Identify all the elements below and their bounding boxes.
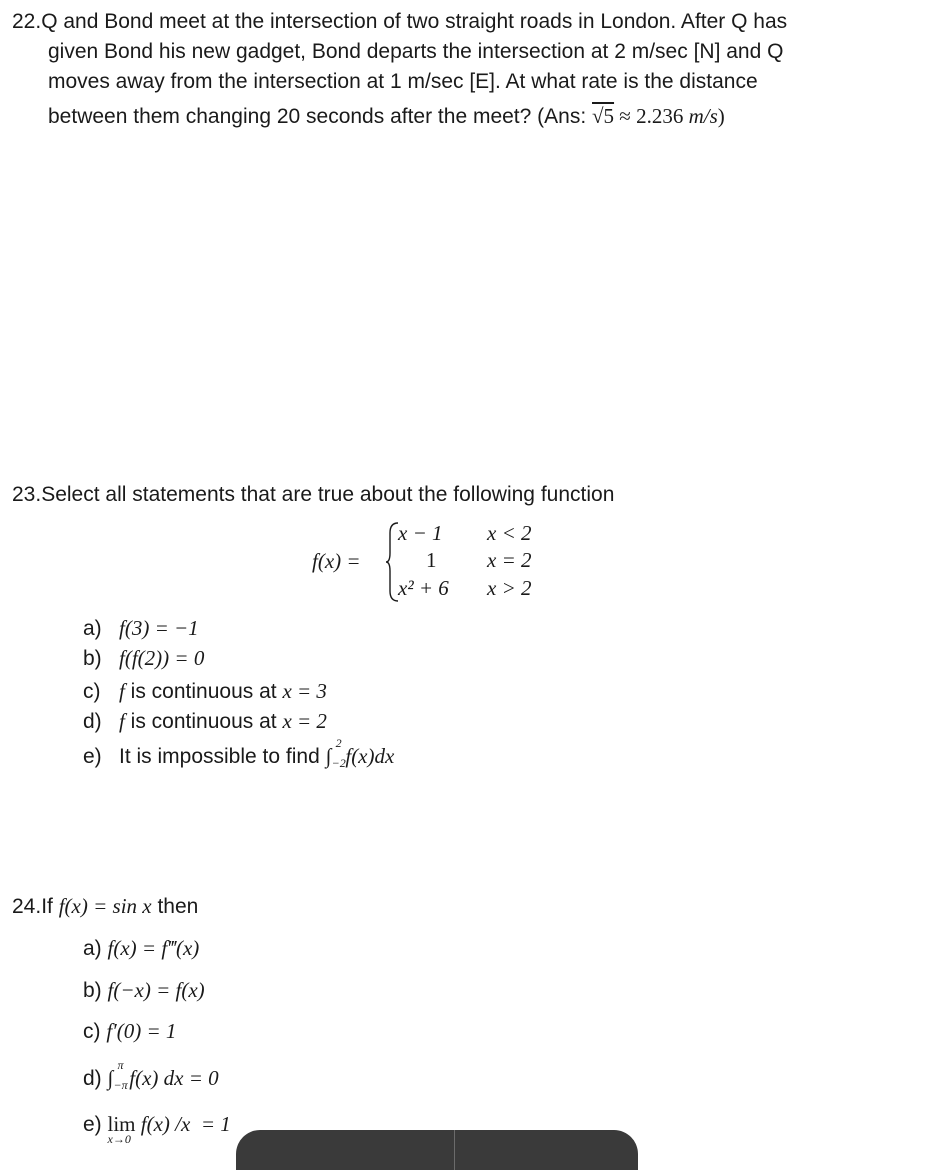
option-text: It is impossible to find <box>119 745 326 768</box>
option-label: d) <box>83 710 102 733</box>
bottom-overlay-toolbar[interactable] <box>236 1130 638 1170</box>
q23-option-d <box>83 709 327 734</box>
integral-upper: 2 <box>335 736 342 750</box>
q24-option-c <box>83 1019 176 1044</box>
q22-line-4 <box>12 101 912 132</box>
q23-prompt: Select all statements that are true about the following function <box>41 483 615 506</box>
option-label: d) <box>83 1067 108 1090</box>
option-math: f(x) /x = 1 <box>135 1112 231 1136</box>
option-label: b) <box>83 647 102 670</box>
q24-option-e <box>83 1112 231 1146</box>
option-math-prefix: f <box>119 709 125 733</box>
q23-option-e <box>83 736 395 770</box>
option-math-suffix: x = 3 <box>282 679 327 703</box>
piece-expr-3: x² + 6 <box>398 576 449 600</box>
integral <box>325 736 346 770</box>
q22-text-1: Q and Bond meet at the intersection of two straight roads in London. After Q has <box>41 10 788 33</box>
q22-line-1 <box>12 7 912 37</box>
function-lhs: f(x) = <box>312 549 361 573</box>
integral-sign-icon: ∫ <box>325 744 332 768</box>
limit-subscript: x→0 <box>107 1132 131 1146</box>
piece-expr-2: 1 <box>426 548 437 572</box>
q23-number: 23. <box>12 483 42 506</box>
option-math: f(3) = −1 <box>119 616 199 640</box>
piecewise-function <box>312 521 562 603</box>
option-label: a) <box>83 617 102 640</box>
q22-number: 22. <box>12 10 42 33</box>
limit-word: lim <box>107 1112 136 1136</box>
q24-prompt-prefix: If <box>41 895 59 918</box>
q24-number: 24. <box>12 895 42 918</box>
q23-option-a <box>83 616 199 641</box>
integral-lower: −2 <box>331 756 346 770</box>
integral-upper: π <box>117 1058 124 1072</box>
q23-option-b <box>83 646 204 671</box>
option-math-suffix: x = 2 <box>282 709 327 733</box>
q24-prompt-suffix: then <box>151 895 199 918</box>
option-math-prefix: f <box>119 679 125 703</box>
option-math: f′(0) = 1 <box>106 1019 177 1043</box>
option-math: f(x) = f‴(x) <box>107 936 200 960</box>
piece-cond-1: x < 2 <box>487 521 532 545</box>
q24-option-b <box>83 978 205 1003</box>
piece-cond-2: x = 2 <box>487 548 532 572</box>
q22-line-3: moves away from the intersection at 1 m/sec [E]. At what rate is the distance <box>48 70 758 93</box>
integral-lower: −π <box>113 1078 128 1092</box>
piece-expr-1: x − 1 <box>398 521 443 545</box>
option-label: b) <box>83 979 108 1002</box>
q22-answer-root: √5 <box>592 104 615 128</box>
option-label: a) <box>83 937 108 960</box>
piece-cond-3: x > 2 <box>487 576 532 600</box>
q24-prompt-math: f(x) = sin x <box>58 894 152 918</box>
option-label: e) <box>83 1113 108 1136</box>
q23-heading <box>12 483 614 507</box>
q23-option-c <box>83 679 327 704</box>
q24-option-d <box>83 1058 219 1092</box>
q22-line-2: given Bond his new gadget, Bond departs the intersection at 2 m/sec [N] and Q <box>48 40 784 63</box>
q22-answer-approx: ≈ 2.236 <box>614 104 689 128</box>
option-text: is continuous at <box>124 710 283 733</box>
option-label: e) <box>83 745 102 768</box>
option-math: f(x) dx = 0 <box>129 1066 219 1090</box>
toolbar-divider <box>454 1130 455 1170</box>
integral-sign-icon: ∫ <box>107 1066 114 1090</box>
option-math: f(−x) = f(x) <box>107 978 205 1002</box>
q22-text-4: between them changing 20 seconds after the meet? (Ans: <box>48 105 593 128</box>
limit <box>107 1112 136 1146</box>
question-22 <box>12 7 912 132</box>
q22-answer-units: m/s <box>688 104 718 128</box>
integral <box>107 1058 128 1092</box>
q24-option-a <box>83 936 199 961</box>
integrand: f(x)dx <box>345 744 395 768</box>
option-math: f(f(2)) = 0 <box>119 646 205 670</box>
option-label: c) <box>83 1020 107 1043</box>
option-label: c) <box>83 680 101 703</box>
q24-heading <box>12 894 198 919</box>
option-text: is continuous at <box>124 680 283 703</box>
q22-answer-close: ) <box>717 104 725 128</box>
